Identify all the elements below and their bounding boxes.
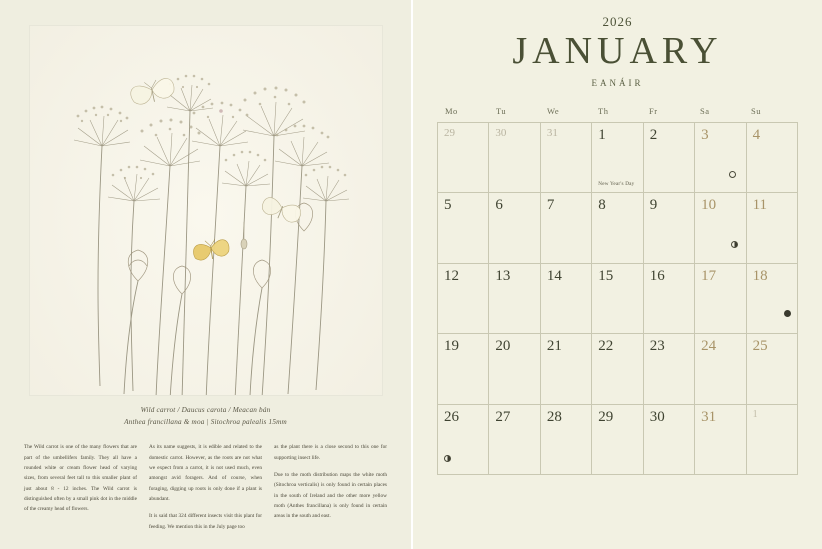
day-number: 1 [598,126,606,143]
calendar-month-irish: EANÁIR [591,77,644,88]
calendar-day-cell[interactable] [592,193,643,264]
description-columns [20,442,391,539]
day-number: 25 [752,338,768,355]
day-number: 10 [701,197,717,214]
calendar-day-cell[interactable] [747,264,798,335]
weekday-label-su: Su [751,105,761,116]
day-number: 24 [701,338,717,355]
day-number: 20 [495,338,511,355]
calendar-day-cell[interactable] [541,405,592,476]
moon-phase-new-icon [784,310,791,317]
day-number: 31 [546,126,558,139]
calendar-day-cell[interactable] [438,334,489,405]
day-number: 22 [598,338,614,355]
calendar-day-cell[interactable] [489,405,540,476]
calendar-day-cell[interactable] [695,264,746,335]
calendar-day-cell[interactable] [644,123,695,194]
calendar-year: 2026 [602,14,633,29]
calendar-day-cell[interactable] [695,405,746,476]
calendar-day-cell[interactable] [541,123,592,194]
paragraph: As its name suggests, it is edible and related to the domestic carrot. However, as the roots are not what we expect from a carrot, it is not used much, even amongst avid foragers. And of course, when foraging, digging up roots is only done if a plant is abundant. [149,444,262,503]
day-number: 4 [752,126,761,143]
weekday-header-row [437,106,798,116]
calendar-day-cell[interactable] [489,334,540,405]
day-number: 29 [444,126,455,139]
calendar-day-cell[interactable] [644,334,695,405]
calendar-day-cell[interactable] [644,193,695,264]
moon-phase-full-icon [729,171,736,178]
calendar-day-cell[interactable] [592,334,643,405]
plate-caption [20,405,391,429]
day-number: 12 [444,267,459,284]
day-number: 11 [752,197,768,214]
calendar-day-cell[interactable] [695,334,746,405]
day-number: 9 [649,197,658,214]
calendar-day-cell[interactable] [747,334,798,405]
calendar-day-cell[interactable] [695,193,746,264]
weekday-label-mo: Mo [445,105,458,116]
caption-line-1: Wild carrot / Daucus carota / Meacan bán [140,405,271,414]
calendar-day-cell[interactable] [644,405,695,476]
weekday-label-sa: Sa [700,105,710,116]
calendar-day-cell[interactable] [695,123,746,194]
weekday-label-th: Th [598,105,609,116]
day-number: 31 [701,408,717,425]
day-number: 3 [701,126,709,143]
calendar-day-cell[interactable] [592,123,643,194]
calendar-day-cell[interactable] [747,123,798,194]
moon-phase-last-icon [731,241,738,248]
day-number: 29 [598,408,614,425]
description-column-3 [274,442,387,539]
calendar-day-cell[interactable] [644,264,695,335]
right-page-calendar [413,0,822,549]
calendar-day-cell[interactable] [489,264,540,335]
wild-carrot-illustration [30,26,382,395]
day-number: 28 [546,408,562,425]
day-number: 18 [752,267,768,284]
description-column-2 [149,442,262,539]
moon-phase-last-icon [444,455,451,462]
day-number: 8 [598,197,606,214]
day-number: 26 [444,408,459,425]
calendar-grid [437,122,798,476]
description-column-1 [24,442,137,539]
calendar-day-cell[interactable] [747,193,798,264]
paragraph: as the plant there is a close second to this one for supporting insect life. [274,444,387,461]
day-number: 13 [495,267,511,284]
calendar-day-cell[interactable] [438,405,489,476]
calendar-day-cell[interactable] [747,405,798,476]
weekday-label-we: We [547,105,560,116]
day-number: 7 [546,197,555,214]
day-number: 16 [649,267,665,284]
calendar-day-cell[interactable] [541,264,592,335]
calendar-day-cell[interactable] [489,193,540,264]
calendar-header [437,14,798,88]
day-number: 2 [649,126,658,143]
calendar-day-cell[interactable] [592,264,643,335]
day-number: 30 [495,126,507,139]
paragraph: Due to the moth distribution maps the white moth (Sitochroa verticalis) is only found in certain places in the south of Ireland and the other more yellow moth (Anthes francillana) is only found in certain areas in the south and east. [274,472,387,520]
day-note: New Year's Day [598,181,635,188]
paragraph: It is said that 324 different insects visit this plant for feeding. We mention this in the July page too [149,513,262,530]
day-number: 17 [701,267,717,284]
calendar-day-cell[interactable] [438,264,489,335]
calendar-day-cell[interactable] [438,193,489,264]
calendar-day-cell[interactable] [592,405,643,476]
calendar-day-cell[interactable] [489,123,540,194]
calendar-day-cell[interactable] [541,193,592,264]
day-number: 14 [546,267,562,284]
weekday-label-fr: Fr [649,105,658,116]
day-number: 30 [649,408,665,425]
botanical-plate [30,26,382,395]
calendar-day-cell[interactable] [438,123,489,194]
day-number: 23 [649,338,665,355]
caption-line-2: Anthea francillana & moa | Sitochroa palealis 15mm [124,417,287,426]
day-number: 5 [444,197,452,214]
day-number: 15 [598,267,614,284]
paragraph: The Wild carrot is one of the many flowers that are part of the umbellifers family. They all have a rounded white or cream flower head of varying sizes, from several feet tall to this smaller plant of just about 8 - 12 inches. The Wild carrot is distinguished often by a small pink dot in the middle of the creamy head of flowers. [24,444,137,513]
calendar-month-title: JANUARY [512,30,723,72]
weekday-label-tu: Tu [496,105,507,116]
calendar-day-cell[interactable] [541,334,592,405]
day-number: 21 [546,338,562,355]
day-number: 19 [444,338,459,355]
day-number: 6 [495,197,503,214]
day-number: 1 [752,408,758,420]
day-number: 27 [495,408,511,425]
